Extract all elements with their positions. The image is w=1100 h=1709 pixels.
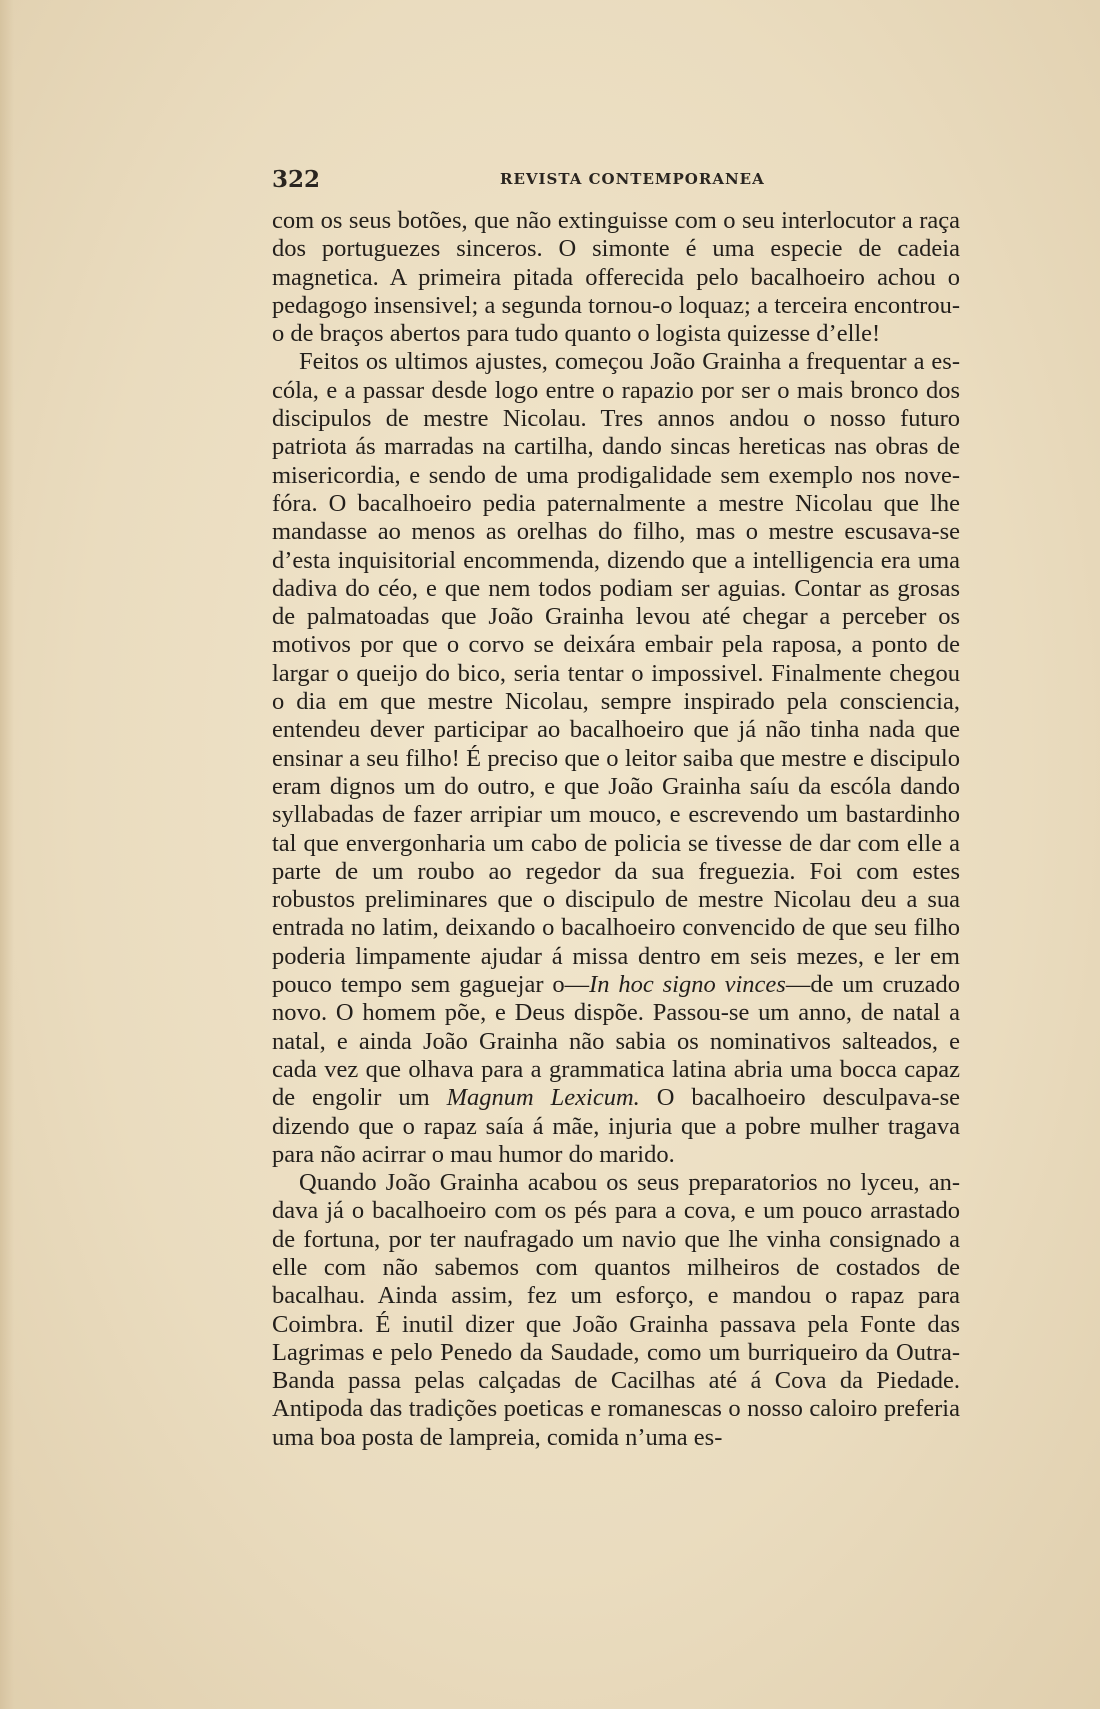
- paragraph-2: [272, 348, 960, 1169]
- text-segment: Quando João Grainha acabou os seus preparatorios no lyceu, andava já o bacalhoeiro com os pés para a cova, e um pouco arrastado de fortuna, por ter naufragado um navio que lhe vinha consignado a elle com não sabemos com quantos milheiros de costados de bacalhau. Ainda assim, fez um esforço, e mandou o rapaz para Coimbra. É inutil dizer que João Grainha passava pela Fonte das Lagrimas e pelo Penedo da Saudade, como um burriqueiro da Outra-Banda passa pelas calçadas de Cacilhas até á Cova da Piedade. Antipoda das tradições poeticas e romanescas o nosso caloiro preferia uma boa posta de lampreia, comida n’uma es-: [272, 1169, 960, 1451]
- italic-latin-phrase: In hoc signo vinces: [589, 971, 786, 999]
- text-segment: O bacalhoeiro desculpava-se dizendo que o rapaz saía á mãe, injuria que a pobre mulher tragava para não acirrar o mau humor do marido.: [272, 1084, 960, 1168]
- text-segment: Feitos os ultimos ajustes, começou João Grainha a frequentar a escóla, e a passar desde logo entre o rapazio por ser o mais bronco dos discipulos de mestre Nicolau. Tres annos andou o nosso futuro patriota ás marradas na cartilha, dando sincas hereticas nas obras de misericordia, e sendo de uma prodigalidade sem exemplo nos nove-fóra. O bacalhoeiro pedia paternalmente a mestre Nicolau que lhe mandasse ao menos as orelhas do filho, mas o mestre escusava-se d’esta inquisitorial encommenda, dizendo que a intelligencia era uma dadiva do céo, e que nem todos podiam ser aguias. Contar as grosas de palmatoadas que João Grainha levou até chegar a perceber os motivos por que o corvo se deixára embair pela raposa, a ponto de largar o queijo do bico, seria tentar o impossivel. Finalmente chegou o dia em que mestre Nicolau, sempre inspirado pela consciencia, entendeu dever participar ao bacalhoeiro que já não tinha nada que ensinar a seu filho! É preciso que o leitor saiba que mestre e discipulo eram dignos um do outro, e que João Grainha saíu da escóla dando syllabadas de fazer arripiar um mouco, e escrevendo um bastardinho tal que envergonharia um cabo de policia se tivesse de dar com elle a parte de um roubo ao regedor da sua freguezia. Foi com estes robustos preliminares que o discipulo de mestre Nicolau deu a sua entrada no latim, deixando o bacalhoeiro convencido de que seu filho poderia limpamente ajudar á missa dentro em seis mezes, e ler em pouco tempo sem gaguejar o—: [272, 348, 960, 999]
- text-segment: —de um cruzado novo. O homem põe, e Deus dispõe. Passou-se um anno, de natal a natal, e ainda João Grainha não sabia os nominativos salteados, e cada vez que olhava para a grammatica latina abria uma bocca capaz de engolir um: [272, 971, 961, 1112]
- page-header: [272, 166, 962, 196]
- text-segment: com os seus botões, que não extinguisse com o seu interlocutor a raça dos portuguezes sinceros. O simonte é uma especie de cadeia magnetica. A primeira pitada offerecida pelo bacalhoeiro achou o pedagogo insensivel; a segunda tornou-o loquaz; a terceira encontrou-o de braços abertos para tudo quanto o logista quizesse d’elle!: [272, 207, 960, 348]
- paragraph-3: [272, 1169, 960, 1452]
- running-head: REVISTA CONTEMPORANEA: [500, 170, 765, 188]
- italic-latin-title: Magnum Lexicum.: [446, 1084, 640, 1112]
- page-number: 322: [272, 166, 321, 193]
- body-text: [272, 207, 960, 1452]
- page-edge-shadow: [0, 0, 14, 1709]
- paragraph-1: [272, 207, 960, 348]
